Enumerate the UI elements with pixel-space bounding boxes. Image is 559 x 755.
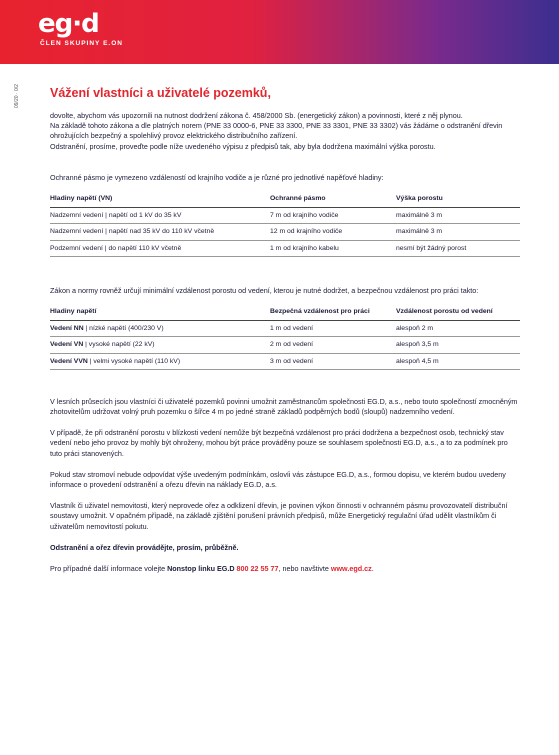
table-cell: 2 m od vedení bbox=[270, 337, 396, 353]
voltage-detail: | nízké napětí (400/230 V) bbox=[83, 325, 164, 333]
table-row bbox=[50, 224, 520, 240]
table1-lead: Ochranné pásmo je vymezeno vzdáleností od krajního vodiče a je různé pro jednotlivé napěťové hladiny: bbox=[50, 172, 384, 182]
contact-line bbox=[50, 564, 520, 574]
safe-distance-table bbox=[50, 304, 520, 370]
document-code: 09/20 · 0/2 bbox=[14, 84, 20, 108]
voltage-level: Vedení NN bbox=[50, 325, 84, 333]
closing-bold: Odstranění a ořez dřevin provádějte, prosím, průběžně. bbox=[50, 542, 239, 552]
letter-heading: Vážení vlastníci a uživatelé pozemků, bbox=[50, 86, 271, 100]
intro-block bbox=[50, 111, 520, 152]
letter-body bbox=[50, 86, 520, 574]
hotline-phone-link[interactable]: 800 22 55 77 bbox=[236, 564, 279, 574]
website-link[interactable]: www.egd.cz bbox=[330, 564, 372, 574]
table-cell: alespoň 2 m bbox=[396, 321, 520, 337]
table-row bbox=[50, 240, 520, 256]
table-row bbox=[50, 321, 520, 337]
contact-middle: , nebo navštivte bbox=[278, 564, 331, 574]
table-cell: alespoň 4,5 m bbox=[396, 353, 520, 369]
table-cell: Nadzemní vedení | napětí od 1 kV do 35 kV bbox=[50, 208, 270, 224]
table-cell: 3 m od vedení bbox=[270, 353, 396, 369]
notice-paragraph: Pokud stav stromoví nebude odpovídat výše uvedeným podmínkám, oslovíi vás zástupce EG.D, a.s., formou dopisu, ve kterém budou uvedeny informace o provedení odstranění a ořezu dřevin na náklady EG.D, a.s. bbox=[50, 469, 506, 490]
column-header: Hladiny napětí (VN) bbox=[50, 191, 270, 208]
table-cell: alespoň 3,5 m bbox=[396, 337, 520, 353]
penalty-paragraph: Vlastník či uživatel nemovitosti, který neprovede ořez a odklizení dřevin, je povinen výkon činnosti v ochranném pásmu provozovatelí distribuční soustavy umožnit. V opačném případě, na základě zjištění porušení právních předpisů, může Energetický regulační úřad udělit vlastníkům či uživatelům nemovitostí pokutu. bbox=[50, 501, 508, 531]
voltage-detail: | vysoké napětí (22 kV) bbox=[83, 341, 155, 349]
egd-logo[interactable] bbox=[38, 10, 123, 47]
header-band bbox=[0, 0, 559, 64]
voltage-detail: | velmi vysoké napětí (110 kV) bbox=[87, 357, 181, 365]
column-header: Bezpečná vzdálenost pro práci bbox=[270, 304, 396, 321]
column-header: Hladiny napětí bbox=[50, 304, 270, 321]
table-cell: 7 m od krajního vodiče bbox=[270, 208, 396, 224]
logo-wordmark: eg·d bbox=[38, 9, 99, 39]
column-header: Výška porostu bbox=[396, 191, 520, 208]
intro-line: dovolte, abychom vás upozornili na nutnost dodržení zákona č. 458/2000 Sb. (energetický zákon) a povinnosti, které z něj plynou. bbox=[50, 111, 463, 120]
column-header: Vzdálenost porostu od vedení bbox=[396, 304, 520, 321]
table-header-row bbox=[50, 304, 520, 321]
table-row bbox=[50, 208, 520, 224]
logo-tagline: ČLEN SKUPINY E.ON bbox=[40, 40, 123, 47]
table-cell bbox=[50, 321, 270, 337]
table-cell bbox=[50, 353, 270, 369]
closing-note bbox=[50, 543, 520, 553]
table-cell: maximálně 3 m bbox=[396, 224, 520, 240]
table-row bbox=[50, 353, 520, 369]
voltage-level: Vedení VVN bbox=[50, 357, 88, 365]
intro-line: Na základě tohoto zákona a dle platných norem (PNE 33 0000-6, PNE 33 3300, PNE 33 3301, PNE 33 3302) vás žádáme o odstranění dřevin ohrožujících bezpečný a spolehlivý provoz elektrického distribučního zařízení. bbox=[50, 121, 503, 141]
table-cell: maximálně 3 m bbox=[396, 208, 520, 224]
table-cell bbox=[50, 337, 270, 353]
table-cell: Podzemní vedení | do napětí 110 kV včetně bbox=[50, 240, 270, 256]
table2-lead: Zákon a normy rovněž určují minimální vzdálenost porostu od vedení, kterou je nutné dodržet, a bezpečnou vzdálenost pro práci takto: bbox=[50, 285, 479, 295]
table-cell: nesmí být žádný porost bbox=[396, 240, 520, 256]
safety-paragraph: V případě, že při odstranění porostu v blízkosti vedení nemůže být bezpečná vzdálenost pro práci dodržena a bezpečnost osob, technický stav vedení nebo jeho provoz by mohly být ohroženy, mohou být práce prováděny pouze se souhlasem společnosti EG.D, a.s., a to za podmínek pro tuto práci stanovených. bbox=[50, 428, 508, 458]
protection-zone-table bbox=[50, 191, 520, 257]
table-row bbox=[50, 337, 520, 353]
table-header-row bbox=[50, 191, 520, 208]
table-cell: 1 m od krajního kabelu bbox=[270, 240, 396, 256]
column-header: Ochranné pásmo bbox=[270, 191, 396, 208]
hotline-label: Nonstop linku EG.D bbox=[167, 564, 237, 574]
table-cell: Nadzemní vedení | napětí nad 35 kV do 110 kV včetně bbox=[50, 224, 270, 240]
voltage-level: Vedení VN bbox=[50, 341, 84, 349]
contact-suffix: . bbox=[371, 564, 374, 574]
table-cell: 12 m od krajního vodiče bbox=[270, 224, 396, 240]
table-cell: 1 m od vedení bbox=[270, 321, 396, 337]
forest-clearance-paragraph: V lesních průsecích jsou vlastníci či uživatelé pozemků povinni umožnit zaměstnancům společnosti EG.D, a.s., nebo touto společností zmocněným zhotovitelům udržovat volný pruh pozemku o šířce 4 m po jedné straně základů podpěrných bodů (sloupů) nadzemního vedení. bbox=[50, 396, 518, 417]
intro-line: Odstranění, prosíme, proveďte podle níže uvedeného výpisu z předpisů tak, aby byla dodržena maximální výška porostu. bbox=[50, 141, 436, 151]
contact-prefix: Pro případné další informace volejte bbox=[50, 564, 168, 574]
